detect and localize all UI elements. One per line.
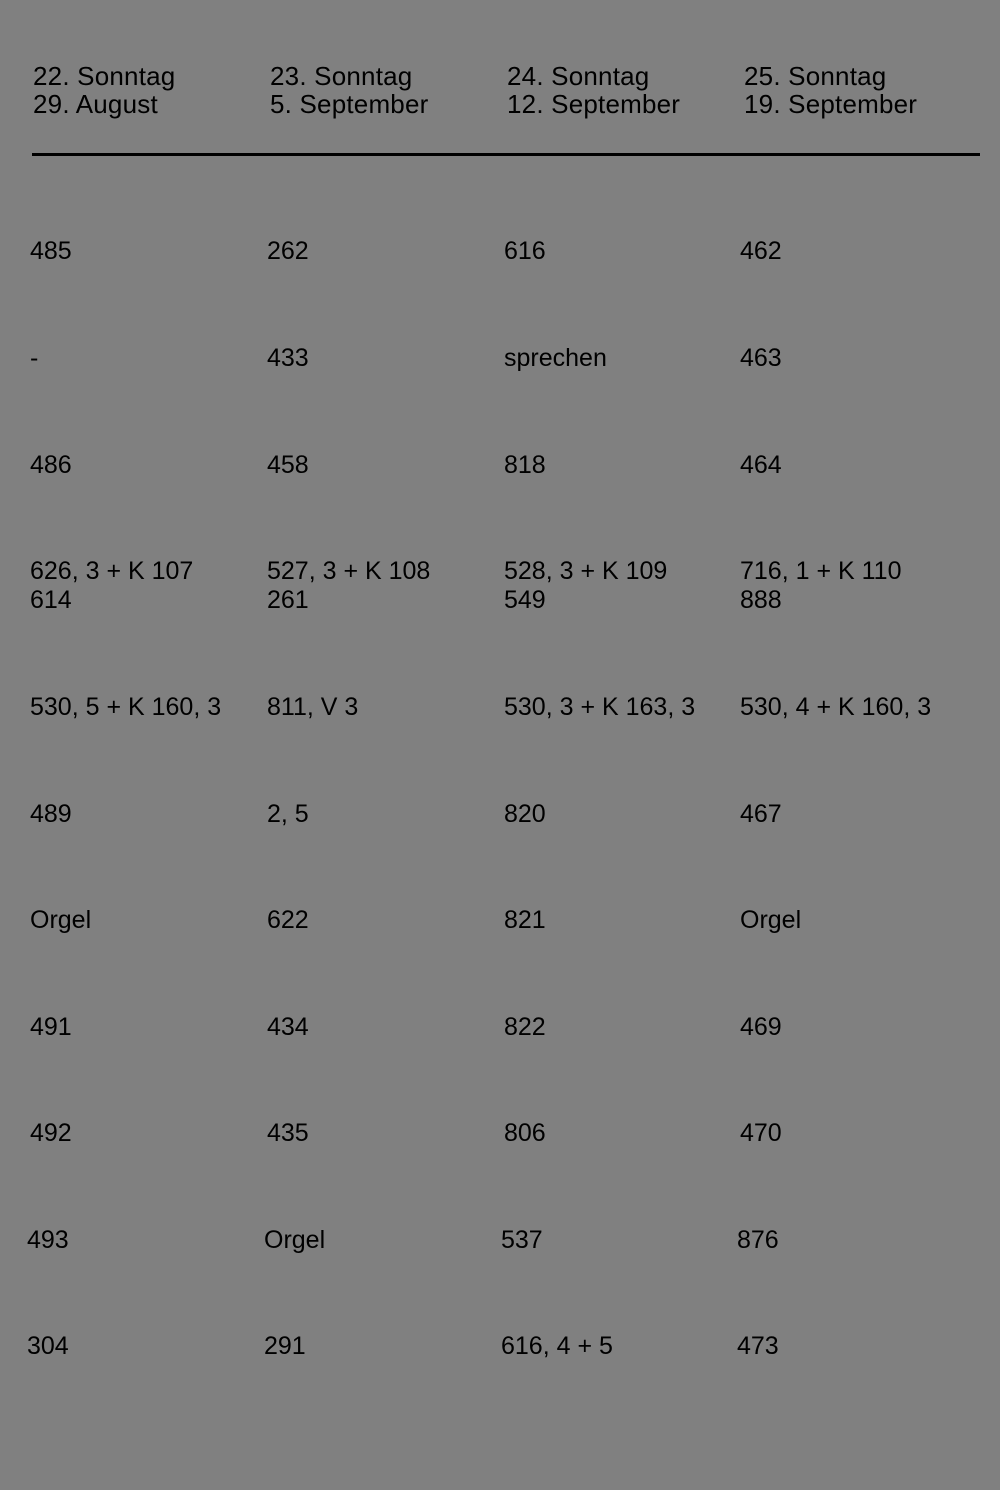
header-date: 12. September [507, 89, 681, 119]
table-cell [504, 557, 667, 615]
table-cell: 493 [27, 1226, 69, 1254]
header-column [744, 62, 917, 118]
table-cell: 622 [267, 906, 309, 934]
table-cell: 530, 4 + K 160, 3 [740, 693, 932, 721]
table-cell: 818 [504, 451, 546, 479]
table-cell: 464 [740, 451, 782, 479]
cell-line: 716, 1 + K 110 [740, 557, 902, 585]
table-cell [740, 557, 901, 615]
table-cell [267, 557, 430, 615]
header-column [33, 62, 175, 118]
header-divider [32, 153, 980, 156]
cell-line: 549 [504, 586, 546, 614]
header-sunday: 25. Sonntag [744, 61, 887, 91]
header-date: 19. September [744, 89, 918, 119]
table-header [0, 62, 1000, 126]
header-sunday: 23. Sonntag [270, 61, 413, 91]
table-cell: 537 [501, 1226, 543, 1254]
table-cell: 434 [267, 1013, 309, 1041]
table-cell: 2, 5 [267, 800, 309, 828]
table-cell: sprechen [504, 344, 607, 372]
cell-line: 626, 3 + K 107 [30, 557, 194, 585]
table-cell: Orgel [30, 906, 92, 934]
table-cell: 489 [30, 800, 72, 828]
table-cell: 530, 3 + K 163, 3 [504, 693, 696, 721]
cell-line: 527, 3 + K 108 [267, 557, 431, 585]
table-cell: 458 [267, 451, 309, 479]
header-column [507, 62, 680, 118]
table-cell: Orgel [264, 1226, 326, 1254]
table-cell: 616, 4 + 5 [501, 1332, 613, 1360]
table-cell: 470 [740, 1119, 782, 1147]
cell-line: 528, 3 + K 109 [504, 557, 668, 585]
table-cell: 262 [267, 237, 309, 265]
table-cell: 530, 5 + K 160, 3 [30, 693, 222, 721]
table-cell: 485 [30, 237, 72, 265]
table-cell: 486 [30, 451, 72, 479]
table-cell: 463 [740, 344, 782, 372]
table-cell: 820 [504, 800, 546, 828]
table-cell: 491 [30, 1013, 72, 1041]
table-cell: - [30, 344, 39, 372]
cell-line: 888 [740, 586, 782, 614]
header-date: 5. September [270, 89, 429, 119]
cell-line: 261 [267, 586, 309, 614]
table-cell: 876 [737, 1226, 779, 1254]
table-cell [30, 557, 193, 615]
table-cell: 467 [740, 800, 782, 828]
table-cell: 304 [27, 1332, 69, 1360]
table-cell: 469 [740, 1013, 782, 1041]
table-cell: 291 [264, 1332, 306, 1360]
header-sunday: 22. Sonntag [33, 61, 176, 91]
header-sunday: 24. Sonntag [507, 61, 650, 91]
table-cell: 616 [504, 237, 546, 265]
table-cell: 435 [267, 1119, 309, 1147]
table-cell: Orgel [740, 906, 802, 934]
cell-line: 614 [30, 586, 72, 614]
table-cell: 822 [504, 1013, 546, 1041]
table-cell: 492 [30, 1119, 72, 1147]
table-cell: 806 [504, 1119, 546, 1147]
table-cell: 821 [504, 906, 546, 934]
table-cell: 473 [737, 1332, 779, 1360]
header-date: 29. August [33, 89, 158, 119]
table-cell: 433 [267, 344, 309, 372]
table-cell: 811, V 3 [267, 693, 359, 721]
header-column [270, 62, 429, 118]
table-cell: 462 [740, 237, 782, 265]
